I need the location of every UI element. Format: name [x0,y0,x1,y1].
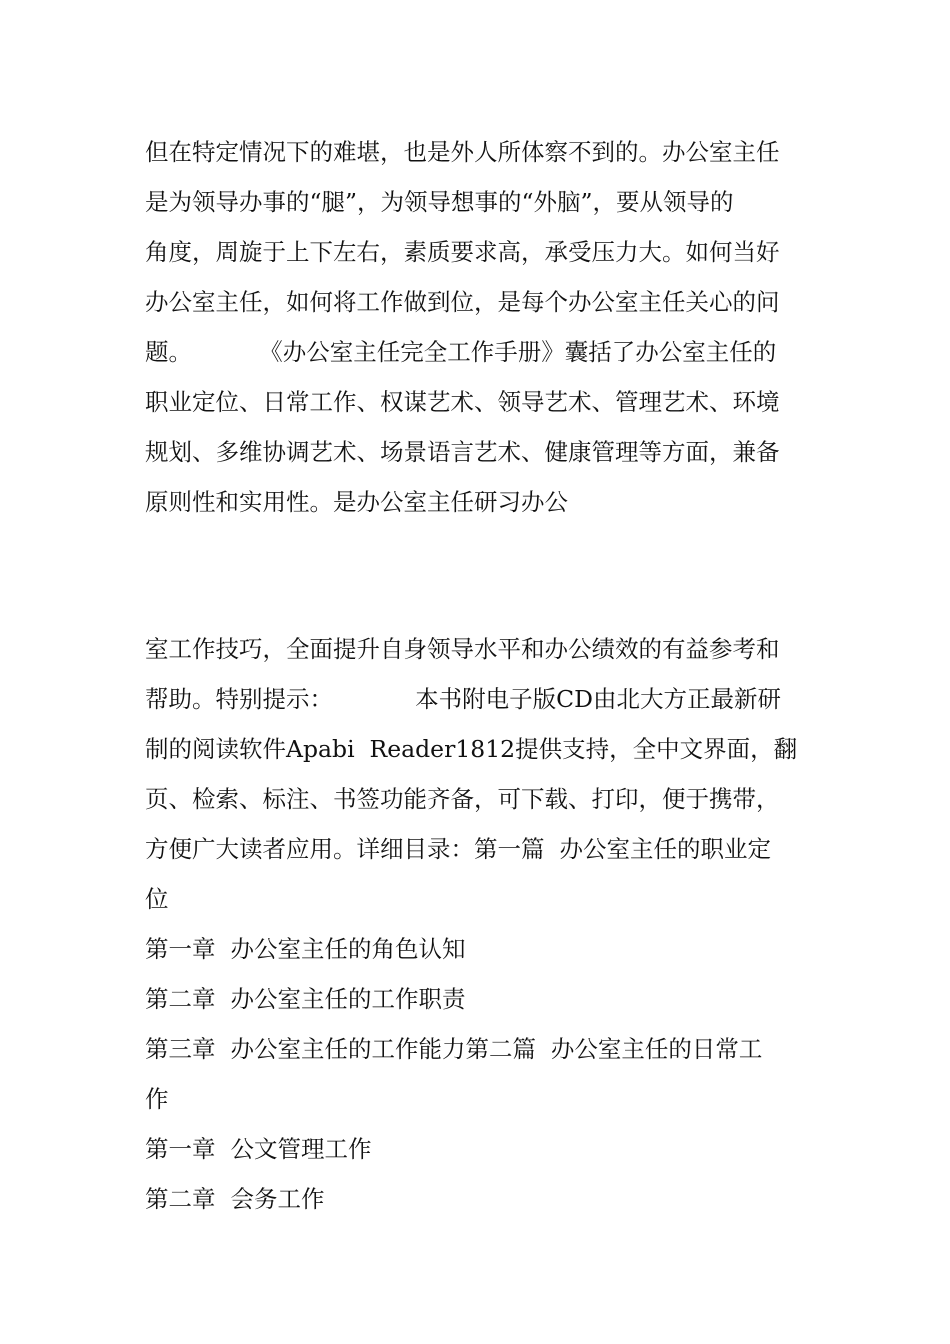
text-line: 位 [145,885,169,913]
text-line: 题。 《办公室主任完全工作手册》囊括了办公室主任的 [145,338,777,366]
text-line: 角度，周旋于上下左右，素质要求高，承受压力大。如何当好 [145,238,780,266]
text-line: 室工作技巧，全面提升自身领导水平和办公绩效的有益参考和 [145,635,780,663]
text-line: 但在特定情况下的难堪，也是外人所体察不到的。办公室主任 [145,138,780,166]
toc-entry: 第二章 会务工作 [145,1185,325,1213]
toc-entry: 第一章 公文管理工作 [145,1135,372,1163]
text-line: 是为领导办事的“腿”，为领导想事的“外脑”，要从领导的 [145,188,734,216]
text-line: 页、检索、标注、书签功能齐备，可下载、打印，便于携带， [145,785,780,813]
text-line: 帮助。特别提示： 本书附电子版CD由北大方正最新研 [145,685,781,713]
text-line: 规划、多维协调艺术、场景语言艺术、健康管理等方面，兼备 [145,438,780,466]
text-line: 作 [145,1085,169,1113]
text-line: 原则性和实用性。是办公室主任研习办公 [145,488,568,516]
text-line: 办公室主任，如何将工作做到位，是每个办公室主任关心的问 [145,288,780,316]
text-line: 制的阅读软件Apabi Reader1812提供支持，全中文界面，翻 [145,735,798,763]
toc-entry: 第三章 办公室主任的工作能力第二篇 办公室主任的日常工 [145,1035,763,1063]
toc-entry: 第一章 办公室主任的角色认知 [145,935,466,963]
text-line: 方便广大读者应用。详细目录：第一篇 办公室主任的职业定 [145,835,771,863]
text-line: 职业定位、日常工作、权谋艺术、领导艺术、管理艺术、环境 [145,388,780,416]
toc-entry: 第二章 办公室主任的工作职责 [145,985,466,1013]
